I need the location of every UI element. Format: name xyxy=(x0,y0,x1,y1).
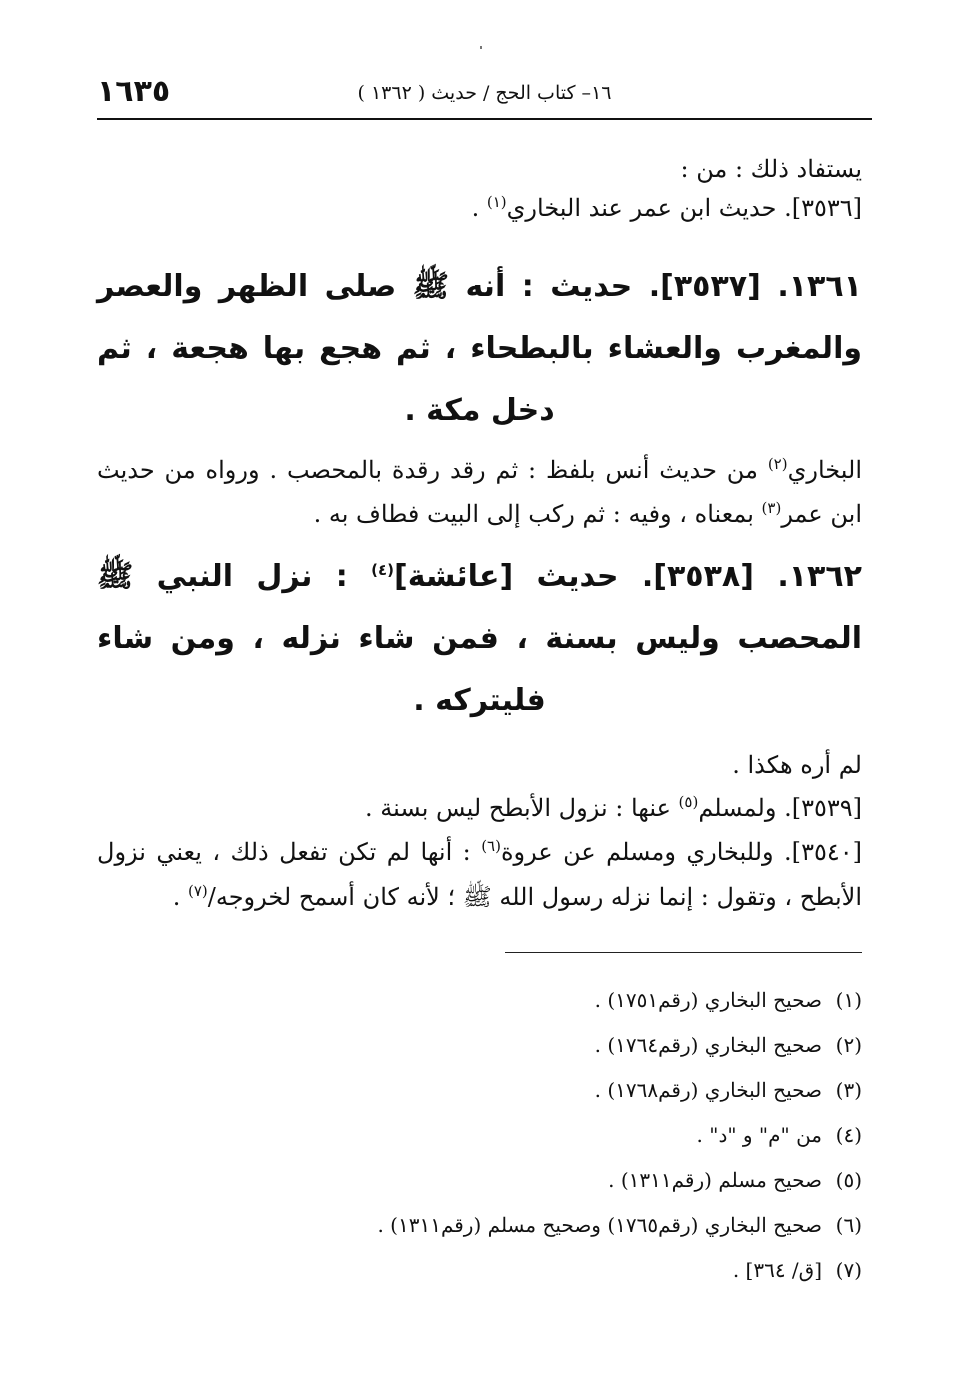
running-title: ١٦– كتاب الحج / حديث ( ١٣٦٢ ) xyxy=(357,82,612,104)
footnote-marker-4[interactable]: (٤) xyxy=(371,561,394,579)
ref-3539-b: عنها : نزول الأبطح ليس بسنة . xyxy=(364,794,679,822)
footnote-text: صحيح البخاري (رقم١٧٦٤) . xyxy=(594,1033,822,1057)
commentary-1361-a: البخاري xyxy=(787,456,862,484)
ref-3540-para xyxy=(97,830,862,920)
footnote-text: صحيح البخاري (رقم١٧٥١) . xyxy=(594,988,822,1012)
hadith-1361-text: [٣٥٣٧]. حديث : أنه ﷺ صلى الظهر والعصر والمغرب والعشاء بالبطحاء ، ثم هجع بها هجعة ، ثم دخل مكة . xyxy=(97,269,862,428)
not-seen-text: لم أره هكذا . xyxy=(732,751,862,779)
scan-speck xyxy=(480,46,482,49)
footnote-number: (١) xyxy=(835,988,862,1012)
ref-3540-end: . xyxy=(172,883,188,911)
footnote-7 xyxy=(97,1248,862,1293)
ref-3540-a: [٣٥٤٠]. وللبخاري ومسلم عن عروة xyxy=(500,838,862,866)
ref-3540-b: : أنها لم تكن تفعل ذلك ، يعني نزول الأبطح ، وتقول : إنما نزله رسول الله ﷺ ؛ لأنه كان أسمح لخروجه/ xyxy=(97,838,862,911)
intro-text: يستفاد ذلك : من : xyxy=(680,155,862,183)
hadith-1362-text-b: : نزل النبي ﷺ المحصب وليس بسنة ، فمن شاء نزله ، ومن شاء فليتركه . xyxy=(97,559,862,718)
ref-3536-end: . xyxy=(471,194,487,222)
footnote-number: (٦) xyxy=(835,1213,862,1237)
footnote-marker-5[interactable]: (٥) xyxy=(678,793,699,811)
intro-line xyxy=(97,150,862,189)
footnote-marker-3[interactable]: (٣) xyxy=(761,499,782,517)
footnote-number: (٧) xyxy=(835,1258,862,1282)
footnote-marker-2[interactable]: (٢) xyxy=(767,455,788,473)
ref-3536-line xyxy=(97,189,862,228)
ref-3539-line xyxy=(97,787,862,830)
hadith-1361 xyxy=(97,256,862,442)
header-rule xyxy=(97,118,872,120)
footnote-text: من "م" و "د" . xyxy=(696,1123,822,1147)
footnote-marker-6[interactable]: (٦) xyxy=(481,837,501,855)
footnote-separator xyxy=(505,952,862,953)
hadith-1362-text-a: [٣٥٣٨]. حديث [عائشة] xyxy=(393,559,778,594)
footnote-4 xyxy=(97,1113,862,1158)
footnote-2 xyxy=(97,1023,862,1068)
page-number: ١٦٣٥ xyxy=(97,74,171,109)
footnote-number: (٢) xyxy=(835,1033,862,1057)
commentary-1361 xyxy=(97,448,862,536)
commentary-1361-c: بمعناه ، وفيه : ثم ركب إلى البيت فطاف به . xyxy=(313,500,762,528)
footnote-text: [ق/ ٣٦٤] . xyxy=(732,1258,822,1282)
hadith-1362 xyxy=(97,546,862,732)
footnote-number: (٣) xyxy=(835,1078,862,1102)
footnote-1 xyxy=(97,978,862,1023)
footnote-6 xyxy=(97,1203,862,1248)
hadith-1362-number: ١٣٦٢. xyxy=(777,559,862,594)
commentary-1361-b: من حديث أنس بلفظ : ثم رقد رقدة بالمحصب . ورواه من حديث ابن عمر xyxy=(97,456,862,528)
footnote-text: صحيح البخاري (رقم١٧٦٨) . xyxy=(594,1078,822,1102)
ref-3539-a: [٣٥٣٩]. ولمسلم xyxy=(698,794,862,822)
footnote-text: صحيح مسلم (رقم١٣١١) . xyxy=(608,1168,822,1192)
footnote-marker-1[interactable]: (١) xyxy=(486,193,507,211)
main-text xyxy=(97,150,862,920)
footnote-3 xyxy=(97,1068,862,1113)
hadith-1361-number: ١٣٦١. xyxy=(777,269,862,304)
footnotes xyxy=(97,978,862,1293)
ref-3536-text: [٣٥٣٦]. حديث ابن عمر عند البخاري xyxy=(506,194,862,222)
footnote-number: (٤) xyxy=(835,1123,862,1147)
page-header xyxy=(97,70,872,118)
footnote-number: (٥) xyxy=(835,1168,862,1192)
footnote-5 xyxy=(97,1158,862,1203)
not-seen-line xyxy=(97,744,862,787)
footnote-marker-7[interactable]: (٧) xyxy=(187,882,208,900)
footnote-text: صحيح البخاري (رقم١٧٦٥) وصحيح مسلم (رقم١٣١١) . xyxy=(377,1213,822,1237)
